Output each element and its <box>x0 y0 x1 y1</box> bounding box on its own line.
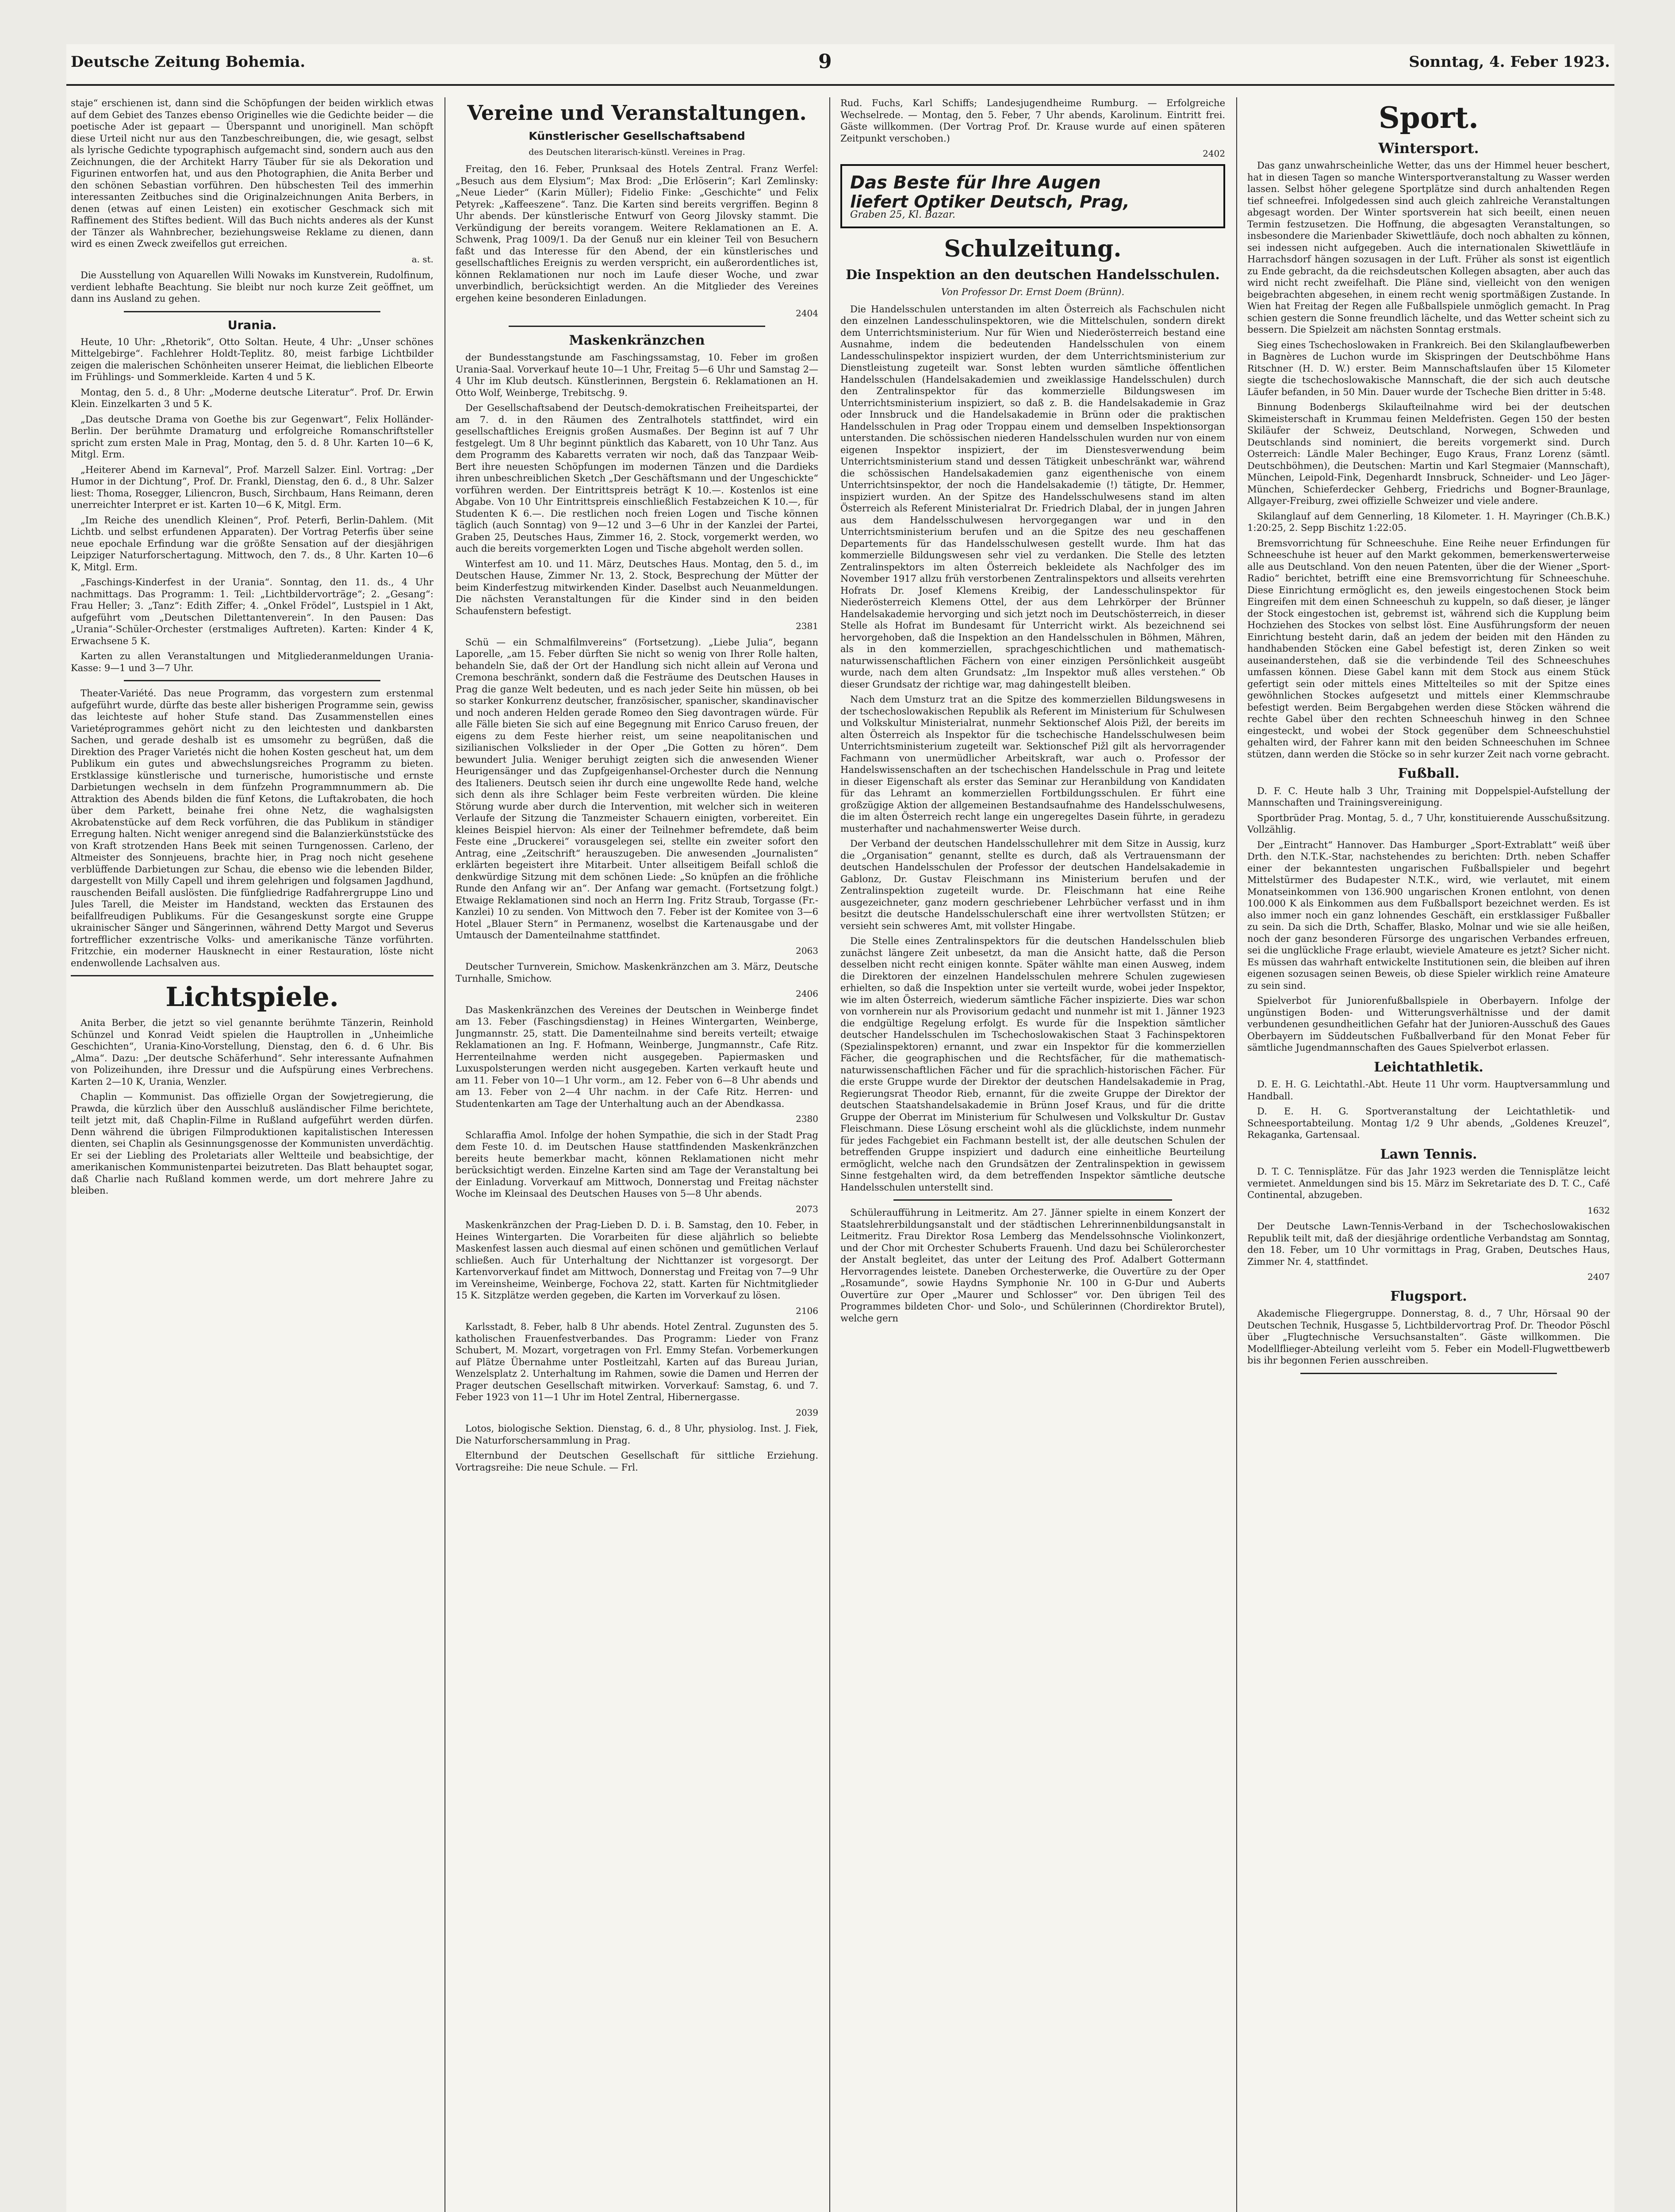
column-rule <box>1236 97 1237 2212</box>
column-rule <box>829 97 830 2212</box>
ad-number: 2063 <box>796 945 818 956</box>
article-paragraph: Der Verband der deutschen Handelsschullehrer mit dem Sitze in Aussig, kurz die „Organisation“ genannt, stellte es durch, daß als Vertrauensmann der deutschen Handelsschulen der Professor der deutschen Handelsakademie in Gablonz, Dr. Gustav Fleischmann ins Ministerium berufen und der Zentralinspektion zugeteilt wurde. Dr. Fleischmann hat eine Reihe ausgezeichneter, ganz modern geschriebener Lehrbücher verfasst und in ihm besitzt die deutsche Handelsschulerschaft eine ihrer wertvollsten Stützen; er versieht sein schweres Amt, mit vollster Hingabe. <box>840 838 1225 931</box>
event-item: Freitag, den 16. Feber, Prunksaal des Hotels Zentral. Franz Werfel: „Besuch aus dem Elysium“; Max Brod: „Die Erlöserin“; Karl Zemlinsky: „Neue Lieder“ (Karin Müller); Fidelio Finke: „Geschichte“ und Felix Petyrek: „Kaffeeszene“. Tanz. Die Karten sind bereits vergriffen. Beginn 8 Uhr abends. Der künstlerische Entwurf von Georg Jilovsky stammt. Die Verkündigung der bereits vorangem. Weitere Reklamationen an E. A. Schwenk, Prag 1009/1. Da der Genuß nur ein kleiner Teil von Besuchern faßt und das Interesse für den Abend, der ein künstlerisches und gesellschaftliches Ereignis zu werden verspricht, ein außerordentliches ist, können Reklamationen nur noch im Laufe dieser Woche, und zwar unverbindlich, berücksichtigt werden. An die Mitglieder des Vereines ergehen keine besonderen Einladungen. <box>456 164 818 303</box>
urania-item: „Faschings-Kinderfest in der Urania“. Sonntag, den 11. ds., 4 Uhr nachmittags. Das Programm: 1. Teil: „Lichtbildervorträge“; 2. „Gesang“: Frau Heller; 3. „Tanz“: Edith Ziffer; 4. „Onkel Frödel“, Lustspiel in 1 Akt, aufgeführt vom „Deutschen Dilettantenverein“. In den Pausen: Das „Urania“-Schüler-Orchester (erstmaliges Auftreten). Karten: Kinder 4 K, Erwachsene 5 K. <box>71 577 433 646</box>
cinema-item: Anita Berber, die jetzt so viel genannte berühmte Tänzerin, Reinhold Schünzel und Konrad Veidt spielen die Hauptrollen in „Unheimliche Geschichten“, Urania-Kino-Vorstellung, Dienstag, den 6. d. 6 Uhr. Bis „Alma“. Dazu: „Der deutsche Schäferhund“. Sehr interessante Aufnahmen von Polizeihunden, ihre Dressur und die Aufspürung eines Verbrechens. Karten 2—10 K, Urania, Wenzler. <box>71 1018 433 1087</box>
urania-item: „Das deutsche Drama von Goethe bis zur Gegenwart“, Felix Holländer-Berlin. Der berühmte Dramaturg und erfolgreiche Romanschriftsteller spricht zum ersten Male in Prag, Montag, den 5. d. 8 Uhr. Karten 10—6 K, Mitgl. Erm. <box>71 414 433 460</box>
sport-item: D. F. C. Heute halb 3 Uhr, Training mit Doppelspiel-Aufstellung der Mannschaften und Trainingsvereinigung. <box>1247 785 1610 808</box>
schulzeitung-heading: Schulzeitung. <box>944 235 1122 262</box>
vereine-heading: Vereine und Veranstaltungen. <box>467 101 807 125</box>
variete-article: Theater-Variété. Das neue Programm, das vorgestern zum erstenmal aufgeführt wurde, dürfte das beste aller bisherigen Programme sein, gewiss das leichteste auf hoher Stufe stand. Das Zusammenstellen eines Varietéprogrammes gehört nicht zu den leichtesten und dankbarsten Sachen, und gerade deshalb ist es umsomehr zu begrüßen, daß die Direktion des Prager Varietés nicht die hohen Kosten gescheut hat, um dem Publikum ein gutes und abwechslungsreiches Programm zu bieten. Erstklassige künstlerische und turnerische, humoristische und ernste Darbietungen wechseln in dem fünfzehn Programmnummern ab. Die Attraktion des Abends bilden die fünf Ketons, die Luftakrobaten, die hoch über dem Parkett, beinahe frei ohne Netz, die waghalsigsten Akrobatenstücke auf dem Reck vorführen, die das Publikum in ständiger Erregung halten. Nicht weniger anregend sind die Balanzierkünststücke des von Kraft strotzenden Hans Beek mit seinen Turngenossen. Carleno, der Altmeister des Sonnjeuens, brachte hier, in Prag noch nicht gesehene verblüffende Darbietungen zur Schau, die ebenso wie die lebenden Bilder, dargestellt von Milly Capell und ihrem gelehrigen und folgsamen Jagdhund, rauschenden Beifall auslösten. Die fünfgliedrige Radfahrergruppe Lino und Jules Tarell, die Meister im Handstand, weckten das Erstaunen des beifallfreudigen Publikums. Für die Gesangeskunst sorgte eine Gruppe ukrainischer Sänger und Sängerinnen, während Detty Margot und Severus fortrefflicher exzentrische Volks- und amerikanische Tänze vorführten. Fritzchie, ein moderner Hausknecht in einer Restauration, löste nicht endenwollende Lachsalven aus. <box>71 688 433 968</box>
column-3 <box>840 97 1225 2212</box>
event-subheading: Maskenkränzchen <box>569 332 705 348</box>
sport-item: Bremsvorrichtung für Schneeschuhe. Eine Reihe neuer Erfindungen für Schneeschuhe ist heuer auf den Markt gekommen, bemerkenswerterweise alle aus Deutschland. Von den neuen Patenten, über die der Wiener „Sport-Radio“ berichtet, betrifft eine eine Bremsvorrichtung für Schneeschuhe. Diese Einrichtung ermöglicht es, den jeweils eingestochenen Stock beim Eingreifen mit dem einen Schneeschuh zu kuppeln, so daß dieser, je länger der Stock eingestochen ist, gebremst ist, während sich die Kupplung beim Hochziehen des Stockes von selbst löst. Eine Ausführungsform der neuen Einrichtung besteht darin, daß an jedem der beiden mit den Händen zu handhabenden Stöcken eine Gabel befestigt ist, deren Zinken so weit auseinanderstehen, daß sie die verbindende Teil des Schneeschuhes umfassen können. Diese Gabel kann mit dem Stock aus einem Stück gefertigt sein oder mittels eines Mittelteiles so mit der Spitze eines gewöhnlichen Stockes aufgesetzt und mittels einer Klemmschraube befestigt werden. Beim Bergabgehen werden diese Stöcken während die rechte Gabel über den rechten Schneeschuh hinweg in den Schnee eingesteckt, und wobei der Stock gegenüber dem Schneeschuhstiel gehalten wird, der Fahrer kann mit den beiden Schneeschuhen im Schnee stützen, dann werden die Stöcke so in sehr kurzer Zeit nach vorne gebracht. <box>1247 538 1610 760</box>
urania-heading: Urania. <box>227 318 277 332</box>
lichtspiele-heading: Lichtspiele. <box>165 982 339 1013</box>
ad-number: 2404 <box>796 308 818 319</box>
separator <box>1300 1373 1557 1374</box>
newspaper-name: Deutsche Zeitung Bohemia. <box>71 53 306 71</box>
sport-heading: Sport. <box>1378 100 1479 135</box>
column-4 <box>1247 97 1610 2212</box>
signature: a. st. <box>411 253 433 265</box>
page-number: 9 <box>818 50 832 73</box>
lawn-tennis-heading: Lawn Tennis. <box>1380 1146 1477 1162</box>
separator <box>124 680 380 681</box>
ad-number: 2039 <box>796 1407 818 1418</box>
leichtathletik-heading: Leichtathletik. <box>1374 1059 1483 1075</box>
separator <box>124 311 380 312</box>
ad-address: Graben 25, Kl. Bazar. <box>850 209 955 220</box>
article-paragraph: Die Handelsschulen unterstanden im alten Österreich als Fachschulen nicht den einzelnen Landesschulinspektoren, wie die Mittelschulen, sondern direkt dem Unterrichtsministerium. Nur für Wien und Niederösterreich bestand eine Ausnahme, indem die bedeutenden Handelsschulen von einem Landesschulinspektor inspiziert wurden, der dem Unterrichtsministerium zur Dienstleistung zugeteilt war. Sonst lebten wurden sämtliche öffentlichen Handelsschulen (Handelsakademien und zweiklassige Handelsschulen) durch den Zentralinspektor für das kommerzielle Bildungswesen im Unterrichtsministerium inspiziert, so daß z. B. die Handelsakademie in Graz oder Innsbruck und die Handelsakademie in Brünn oder die praktischen Handelsschulen in Prag oder Troppau einem und demselben Inspektionsorgan unterstanden. Die schössischen niederen Handelsschulen wurden nur von einem eigenen Inspektor inspiziert, der im Dienstesverwendung beim Unterrichtsministerium stand und dessen Tätigkeit unbeschränkt war, während die schössischen Handelsakademien ganz eigenthenische von einem Unterrichtsinspektor, der noch die Handelsakademie (!) tätigte, Dr. Hemmer, inspiziert wurden. An der Spitze des Handelsschulwesens stand im alten Österreich als Referent Ministerialrat Dr. Friedrich Dlabal, der in jungen Jahren aus dem Handelsschulwesen hervorgegangen war und in den Unterrichtsministerium berufen und an die Spitze des neu geschaffenen Departements für das Handelsschulwesen gestellt wurde. Ihm hat das kommerzielle Bildungswesen sehr viel zu verdanken. Die Stelle des letzten Zentralinspektors im alten Österreich bekleidete als Nachfolger des im November 1917 allzu früh verstorbenen Zentralinspektors und allseits verehrten Hofrats Dr. Josef Klemens Kreibig, der Landesschulinspektor für Niederösterreich Klemens Ottel, der aus dem Lehrkörper der Brünner Handelsakademie hervorging und sich jetzt noch im Deutschösterreich, in dieser Stelle als Hofrat im Bundesamt für Unterricht wirkt. Als bezeichnend sei hervorgehoben, daß die Inspektion an den Handelsschulen in Böhmen, Mähren, als in den kommerziellen, sprachgeschichtlichen und mathematisch-naturwissenschaftlichen Fächern von einer einzigen Persönlichkeit ausgeübt wurde, nach dem alten Grundsatz: „Im Inspektor muß alles verstehen.“ Ob dieser Grundsatz der richtige war, mag dahingestellt bleiben. <box>840 303 1225 690</box>
sport-item: D. E. H. G. Sportveranstaltung der Leichtathletik- und Schneesportabteilung. Montag 1/2 9 Uhr abends, „Goldenes Kreuzel“, Rekaganka, Gartensaal. <box>1247 1106 1610 1141</box>
ad-headline: Das Beste für Ihre Augen <box>850 172 1101 193</box>
ad-number: 2380 <box>796 1114 818 1125</box>
sport-item: Akademische Fliegergruppe. Donnerstag, 8. d., 7 Uhr, Hörsaal 90 der Deutschen Technik, Husgasse 5, Lichtbildervortrag Prof. Dr. Theodor Pöschl über „Flugtechnische Versuchsanstalten“. Gäste willkommen. Die Modellflieger-Abteilung verleiht vom 5. Feber ein Modell-Flugwettbewerb bis ihr begonnen Ferien ausschreiben. <box>1247 1308 1610 1366</box>
ad-number: 2406 <box>796 988 818 999</box>
issue-date: Sonntag, 4. Feber 1923. <box>1409 53 1610 71</box>
urania-item: Montag, den 5. d., 8 Uhr: „Moderne deutsche Literatur“. Prof. Dr. Erwin Klein. Einzelkarten 3 und 5 K. <box>71 387 433 410</box>
optician-advertisement <box>840 164 1225 228</box>
exhibition-notice: Die Ausstellung von Aquarellen Willi Nowaks im Kunstverein, Rudolfinum, verdient lebhafte Beachtung. Sie bleibt nur noch kurze Zeit geöffnet, um dann ins Ausland zu gehen. <box>71 270 433 304</box>
urania-item: Karten zu allen Veranstaltungen und Mitgliederanmeldungen Urania-Kasse: 9—1 und 3—7 Uhr. <box>71 651 433 673</box>
urania-item: „Im Reiche des unendlich Kleinen“, Prof. Peterfi, Berlin-Dahlem. (Mit Lichtb. und selbst erfundenen Apparaten). Der Vortrag Peterfis über seine neue epochale Erfindung war die größte Sensation auf der diesjährigen Leipziger Naturforschertagung. Mittwoch, den 7. ds., 8 Uhr. Karten 10—6 K, Mitgl. Erm. <box>71 515 433 572</box>
sport-item: Sportbrüder Prag. Montag, 5. d., 7 Uhr, konstituierende Ausschußsitzung. Vollzählig. <box>1247 812 1610 835</box>
sport-item: Spielverbot für Juniorenfußballspiele in Oberbayern. Infolge der ungünstigen Boden- und Witterungsverhältnisse und der damit verbundenen gesundheitlichen Gefahr hat der Junioren-Ausschuß des Gaues Oberbayern im Süddeutschen Fußballverband für den Monat Feber für sämtliche Jugendmannschaften des Gaues Spielverbot erlassen. <box>1247 995 1610 1053</box>
event-item: Deutscher Turnverein, Smichow. Maskenkränzchen am 3. März, Deutsche Turnhalle, Smichow. <box>456 961 818 984</box>
article-paragraph: Die Stelle eines Zentralinspektors für die deutschen Handelsschulen blieb zunächst längere Zeit unbesetzt, da man die Ansicht hatte, daß die Person desselben nicht recht einigen konnte. Später wählte man einen Ausweg, indem die Direktoren der einzelnen Handelsschulen mehrere Schulen zugewiesen erhielten, so daß die Inspektion unter sie verteilt wurde, wobei jeder Inspektor, wie im alten Österreich, wiederum sämtliche Fächer inspizierte. Dies war schon von vornherein nur als Provisorium gedacht und nunmehr ist mit 1. Jänner 1923 die endgültige Regelung erfolgt. Es wurde für die Inspektion sämtlicher deutscher Handelsschulen im Tschechoslowakischen Staat 3 Fachinspektoren (Spezialinspektoren) ernannt, und zwar ein Inspektor für die kommerziellen Fächer, die geographischen und die Rechtsfächer, für die mathematisch-naturwissenschaftlichen Fächer und für die sprachlich-historischen Fächer. Für die erste Gruppe wurde der Direktor der deutschen Handelsakademie in Prag, Regierungsrat Theodor Rieb, ernannt, für die zweite Gruppe der Direktor der deutschen Staatshandelsakademie in Brünn Josef Kraus, und für die dritte Gruppe der Oberrat im Ministerium für Schulwesen und Volkskultur Dr. Gustav Fleischmann. Diese Lösung erscheint wohl als die glücklichste, indem nunmehr für jedes Fachgebiet ein Fachmann bestellt ist, der alle deutschen Schulen der betreffenden Gruppe inspiziert und dadurch eine einheitliche Beurteilung ermöglicht, welche nach den Grundsätzen der Zentralinspektion in gewissem Sinne festgehalten wird, da dem betreffenden Inspektor sämtliche deutsche Handelsschulen unterstellt sind. <box>840 936 1225 1193</box>
event-item: Der Gesellschaftsabend der Deutsch-demokratischen Freiheitspartei, der am 7. d. in den Räumen des Zentralhotels stattfindet, wird ein gesellschaftliches Ereignis großen Ausmaßes. Der Beginn ist auf 7 Uhr festgelegt. Um 8 Uhr beginnt pünktlich das Kabarett, von 10 Uhr Tanz. Aus dem Programm des Kabaretts verraten wir noch, daß das Tanzpaar Weib-Bert ihre neuesten Schöpfungen im modernen Tänzen und die Dardieks ihren unbeschreiblichen Sketch „Der Geschäftsmann und der Ungeschickte“ vorführen werden. Der Eintrittspreis beträgt K 10.—. Kostenlos ist eine Abgabe. Von 10 Uhr Eintrittspreis einschließlich Festabzeichen K 10.—, für Studenten K 6.—. Die restlichen noch freien Logen und Tische können täglich (auch Sonntag) von 9—12 und 3—6 Uhr in der Kanzlei der Partei, Graben 25, Deutsches Haus, Zimmer 16, 2. Stock, vorgemerkt werden, wo auch die bereits vorgemerkten Logen und Tische abgeholt werden sollen. <box>456 403 818 554</box>
book-review-text: staje“ erschienen ist, dann sind die Schöpfungen der beiden wirklich etwas auf dem Gebiet des Tanzes ebenso Originelles wie die Gedichte beider — die poetische Ader ist gepaart — Überspannt und unoriginell. Man schöpft diese Urteil nicht nur aus den Tanzbeschreibungen, die, wie gesagt, selbst als lyrische Gedichte typographisch aufgemacht sind, sondern auch aus den Zeichnungen, die der Architekt Harry Täuber für sie als Dekoration und Figurinen entworfen hat, und aus den Photographien, die Anita Berber und den schönen Sebastian vorführen. Den hübschesten Teil des immerhin interessanten Zeitbuches sind die Originalzeichnungen Anita Berbers, in denen (etwas auf einen Leisten) ein exotischer Geschmack sich mit Raffinement des Stiftes bedient. Will das Buch nichts anderes als der Kunst der Tänzer als Wahnbrecher, beziehungsweise Reklame zu dienen, dann wird es einen Zweck zweifellos gut erreichen. <box>71 98 433 249</box>
event-item: Elternbund der Deutschen Gesellschaft für sittliche Erziehung. Vortragsreihe: Die neue Schule. — Frl. <box>456 1450 818 1473</box>
article-author: Von Professor Dr. Ernst Doem (Brünn). <box>941 287 1125 298</box>
fussball-heading: Fußball. <box>1398 766 1460 782</box>
event-item: Schlaraffia Amol. Infolge der hohen Sympathie, die sich in der Stadt Prag dem Feste 10. d. im Deutschen Hause stattfindenden Maskenkränzchen bereits heute bemerkbar macht, können Reklamationen nicht mehr berücksichtigt werden. Einzelne Karten sind am Tage der Veranstaltung bei der Einladung. Vorverkauf am Mittwoch, Donnerstag und Freitag nächster Woche im Kleinsaal des Deutschen Hauses von 5—8 Uhr abends. <box>456 1129 818 1199</box>
sport-item: D. T. C. Tennisplätze. Für das Jahr 1923 werden die Tennisplätze leicht vermietet. Anmeldungen sind bis 15. März im Sekretariate des D. T. C., Café Continental, abzugeben. <box>1247 1166 1610 1201</box>
separator <box>893 1199 1172 1201</box>
sport-item: Der Deutsche Lawn-Tennis-Verband in der Tschechoslowakischen Republik teilt mit, daß der diesjährige ordentliche Verbandstag am Sonntag, den 18. Feber, um 10 Uhr vormittags in Prag, Graben, Deutsches Haus, Zimmer Nr. 4, stattfindet. <box>1247 1221 1610 1267</box>
sport-item: Sieg eines Tschechoslowaken in Frankreich. Bei den Skilanglaufbewerben in Bagnères de Luchon wurde im Skispringen der Deutschböhme Hans Ritschner (H. D. W.) erster. Beim Mannschaftslaufen über 15 Kilometer siegte die tschechoslowakische Mannschaft, die der sich auch deutsche Läufer befanden, in 50 Min. Dauer wurde der Tscheche Bien dritter in 5:48. <box>1247 339 1610 397</box>
newspaper-page <box>66 44 1614 2212</box>
sport-item: Skilanglauf auf dem Gennerling, 18 Kilometer. 1. H. Mayringer (Ch.B.K.) 1:20:25, 2. Sepp Bischitz 1:22:05. <box>1247 511 1610 534</box>
sport-item: Das ganz unwahrscheinliche Wetter, das uns der Himmel heuer beschert, hat in diesen Tagen so manche Wintersportveranstaltung zu Wasser werden lassen. Selbst höher gelegene Sportplätze sind durch anhaltenden Regen tief schneefrei. Infolgedessen sind auch gleich zahlreiche Veranstaltungen abgesagt worden. Der Winter sportsverein hat sich beeilt, einen neuen Termin festzusetzen. Die Hoffnung, die abgesagten Veranstaltungen, so insbesondere die Marienbader Skiwettläufe, doch noch abhalten zu können, sei indessen nicht aufgegeben. Auch die internationalen Skiwettläufe in Harrachsdorf hängen sozusagen in der Luft. Früher als sonst ist eigentlich zu Ende gebracht, da die reichsdeutschen Kollegen absagten, aber auch das wird nicht recht zweifelhaft. Die Pläne sind, vielleicht von den wenigen beigebrachten abgesehen, in einem recht wenig sportmäßigen Zustande. In Wien hat Freitag der Regen alle Fußballspiele unmöglich gemacht. In Prag schien gestern die Sonne freundlich lächelte, und das Wetter scheint sich zu bessern. Die Spielzeit am nächsten Sonntag erstmals. <box>1247 160 1610 335</box>
ad-company: liefert Optiker Deutsch, Prag, <box>850 192 1130 211</box>
ad-number: 2106 <box>796 1305 818 1316</box>
cinema-item: Chaplin — Kommunist. Das offizielle Organ der Sowjetregierung, die Prawda, die kürzlich über den Ausschluß ausländischer Filme berichtete, teilt jetzt mit, daß Chaplin-Filme in Rußland aufgeführt werden dürfen. Denn während die übrigen Filmproduktionen kapitalistischen Interessen dienten, sei Chaplin als Gesinnungsgenosse der Kommunisten unverdächtig. Er sei der Liebling des Proletariats aller Weltteile und beabsichtige, der amerikanischen Kommunistenpartei beizutreten. Das Blatt behauptet sogar, daß Charlie nach Rußland kommen werde, um dort mehrere Jahre zu bleiben. <box>71 1091 433 1196</box>
article-paragraph: Schüleraufführung in Leitmeritz. Am 27. Jänner spielte in einem Konzert der Staatslehrerbildungsanstalt und der städtischen Lehrerinnenbildungsanstalt in Leitmeritz. Frau Direktor Rosa Lemberg das Mendelssohnsche Violinkonzert, und der Chor mit Orchester Schuberts Frauenh. Und dazu bei Schülerorchester der Anstalt begleitet, das unter der Leitung des Prof. Adalbert Gottermann Hervorragendes leistete. Daneben Orchesterwerke, die Ouvertüre zu der Oper „Rosamunde“, sowie Haydns Symphonie Nr. 100 in G-Dur und Auberts Ouvertüre zur Oper „Maurer und Schlosser“ vor. Den übrigen Teil des Programmes bildeten Chor- und Solo-, und Schülerinnen (Chordirektor Brutel), welche gern <box>840 1207 1225 1324</box>
separator <box>71 975 433 976</box>
event-item: Karlsstadt, 8. Feber, halb 8 Uhr abends. Hotel Zentral. Zugunsten des 5. katholischen Frauenfestverbandes. Das Programm: Lieder von Franz Schubert, M. Mozart, vorgetragen von Frl. Emmy Stefan. Vorbemerkungen auf Plätze Übernahme unter Postleitzahl, Karten auf das Bureau Jurian, Wenzelsplatz 2. Unterhaltung im Rahmen, sowie die Damen und Herren der Prager deutschen Gesellschaft mitwirken. Vorverkauf: Samstag, 6. und 7. Feber 1923 von 11—1 Uhr im Hotel Zentral, Hibernergasse. <box>456 1321 818 1403</box>
event-item: Schü — ein Schmalfilmvereins“ (Fortsetzung). „Liebe Julia“, begann Laporelle, „am 15. Feber dürften Sie nicht so wenig von Ihrer Rolle halten, behandeln Sie, daß der Ort der Handlung sich nicht allein auf Verona und Cremona beschränkt, sondern daß die Festräume des Deutschen Hauses in Prag die ganze Welt bedeuten, und es nach jeder Seite hin müssen, ob bei so starker Konkurrenz deutscher, französischer, spanischer, skandinavischer und noch anderen Helden gerade Romeo den Sieg davontragen würde. Für alle Fälle bieten Sie sich auf eine Begegnung mit Enrico Caruso freuen, der eigens zu dem Feste hierher reist, um seine neapolitanischen und sizilianischen Volkslieder in der Oper „Die Gotten zu hören“. Dem bewundert Julia. Weniger beruhigt zeigten sich die anwesenden Wiener Heurigensänger und das Zupfgeigenhansel-Orchester durch die Nennung des Italieners. Deutsch seien ihr durch eine ungewollte Rede hand, welche sich denn als ihre Schlager beim Feste verbreiten würden. Die kleine Störung wurde aber durch die Intervention, mit welcher sich in weiteren Verlaufe der Sitzung die Tanzmeister Schauern einigten, vorbereitet. Ein kleines Beispiel hiervon: Als einer der Teilnehmer befremdete, daß beim Feste eine „Druckerei“ vorausgelegen sei, stellte ein zweiter sofort den Antrag, eine „Zeitschrift“ herauszugeben. Die anwesenden „Journalisten“ erklärten begeistert ihre Mitarbeit. Unter allseitigem Beifall schloß die denkwürdige Sitzung mit dem schönen Liede: „So knüpfen an die fröhliche Runde den Anfang wir an“. Der Anfang war gemacht. (Fortsetzung folgt.) Etwaige Reklamationen sind noch an Herrn Ing. Fritz Straub, Torgasse (Fr.-Kanzlei) 10 zu senden. Von Mittwoch den 7. Feber ist der Komitee von 3—6 Hotel „Blauer Stern“ in Permanenz, woselbst die Kartenausgabe und der Umtausch der Damenteilnahme stattfindet. <box>456 637 818 941</box>
column-1 <box>71 97 433 2212</box>
event-item: Winterfest am 10. und 11. März, Deutsches Haus. Montag, den 5. d., im Deutschen Hause, Zimmer Nr. 13, 2. Stock, Besprechung der Mütter der beim Kinderfestzug mitwirkenden Kinder. Daselbst auch Neuanmeldungen. Die nächsten Veranstaltungen für die Kinder sind in den beiden Schaufenstern befestigt. <box>456 558 818 616</box>
event-organizer: des Deutschen literarisch-künstl. Vereines in Prag. <box>529 147 745 157</box>
ad-number: 2381 <box>796 621 818 632</box>
separator <box>509 326 765 327</box>
event-item: Lotos, biologische Sektion. Dienstag, 6. d., 8 Uhr, physiolog. Inst. J. Fiek, Die Naturforschersammlung in Prag. <box>456 1423 818 1446</box>
column-2 <box>456 97 818 2212</box>
sport-item: Der „Eintracht“ Hannover. Das Hamburger „Sport-Extrablatt“ weiß über Drth. den N.T.K.-Star, nachstehendes zu berichten: Drth. neben Schaffer einer der bekanntesten ungarischen Fußballspieler und begehrt Mittelstürmer des Budapester N.T.K., wird, wie verlautet, mit einem Monatseinkommen von 136.900 ungarischen Kronen entlohnt, von denen 100.000 K als Einkommen aus dem Fußballsport bezeichnet werden. Es ist also immer noch ein ganz lohnendes Geschäft, ein erstklassiger Fußballer zu sein. Da sich die Drth, Schaffer, Blasko, Molnar und wie sie alle heißen, noch der ganz besonderen Fürsorge des ungarischen Verbandes erfreuen, sei die unglückliche Frage erlaubt, wieviele Amateure es jetzt? Sicher nicht. Es müssen das wahrhaft entwickelte Institutionen sein, die bleiben auf ihren eigenen sozusagen seinen Beweis, ob diese Spieler wirklich reine Amateure zu sein sind. <box>1247 839 1610 991</box>
event-item: Maskenkränzchen der Prag-Lieben D. D. i. B. Samstag, den 10. Feber, in Heines Wintergarten. Die Vorarbeiten für diese aljährlich so beliebte Maskenfest lassen auch diesmal auf einen schönen und gemütlichen Verlauf schließen. Auch für Unterhaltung der Nichttanzer ist vorgesorgt. Der Kartenvorverkauf findet am Mittwoch, Donnerstag und Freitag von 7—9 Uhr im Vereinsheime, Weinberge, Fochova 22, statt. Karten für Nichtmitglieder 15 K. Sitzplätze werden gegeben, die Karten im Vorverkauf zu lösen. <box>456 1220 818 1301</box>
ad-number: 2073 <box>796 1203 818 1214</box>
article-headline: Die Inspektion an den deutschen Handelsschulen. <box>846 267 1220 283</box>
wintersport-heading: Wintersport. <box>1378 139 1479 157</box>
urania-item: Heute, 10 Uhr: „Rhetorik“, Otto Soltan. Heute, 4 Uhr: „Unser schönes Mittelgebirge“. Fachlehrer Holdt-Teplitz. 80, meist farbige Lichtbilder zeigen die malerischen Schönheiten unserer Heimat, die lieblichen Elbeorte im Frühlings- und Sommerkleide. Karten 4 und 5 K. <box>71 336 433 383</box>
sport-item: D. E. H. G. Leichtathl.-Abt. Heute 11 Uhr vorm. Hauptversammlung und Handball. <box>1247 1079 1610 1102</box>
urania-item: „Heiterer Abend im Karneval“, Prof. Marzell Salzer. Einl. Vortrag: „Der Humor in der Dichtung“, Prof. Dr. Frankl, Dienstag, den 6. d., 8 Uhr. Salzer liest: Thoma, Rosegger, Liliencron, Busch, Sirchbaum, Hans Reimann, deren unerreichter Interpret er ist. Karten 10—6 K, Mitgl. Erm. <box>71 464 433 511</box>
ad-number: 1632 <box>1587 1205 1610 1216</box>
masthead <box>66 44 1614 86</box>
sport-item: Binnung Bodenbergs Skilaufteilnahme wird bei der deutschen Skimeisterschaft in Krummau feinen Meldefristen. Gegen 150 der besten Skiläufer der Schweiz, Deutschland, Norwegen, Schweden und Deutschlands sind nominiert, die bereits vorgemerkt sind. Durch Osterreich: Ländle Maler Bechinger, Eugo Kraus, Franz Lorenz (sämtl. Deutschböhmen), die Deutschen: Martin und Karl Stegmaier (Mannschaft), München, Leipold-Fink, Degenhardt Innsbruck, Schneider- und Leo Jäger-München, Schieferdecker Gehberg, Friedrichs und Bogner-Braunlage, Allgayer-Freiburg, zwei offizielle Schweizer und viele andere. <box>1247 402 1610 507</box>
flugsport-heading: Flugsport. <box>1390 1288 1467 1304</box>
ad-number: 2402 <box>1203 148 1225 159</box>
article-paragraph: Nach dem Umsturz trat an die Spitze des kommerziellen Bildungswesens in der tschechoslowakischen Republik als Referent im Ministerium für Schulwesen und Volkskultur Ministerialrat, nunmehr Sektionschef Alois Pižl, der bereits im alten Österreich als Inspektor für die tschechische Handelsschulwesen beim Unterrichtsministerium zugeteilt war. Sektionschef Pižl gilt als hervorragender Fachmann von unermüdlicher Arbeitskraft, war auch o. Professor der Handelswissenschaften an der tschechischen Handelsschule in Prag und leitete in dieser Eigenschaft als erster das Seminar zur Heranbildung von Kandidaten für das Lehramt an kommerziellen Fortbildungsschulen. Er führt eine großzügige Aktion der allgemeinen Bestandsaufnahme des Handelsschulwesens, die im alten Österreich recht lange ein ungeregeltes Dasein führte, in geradezu musterhafter und nachahmenswerter Weise durch. <box>840 694 1225 834</box>
event-item: der Bundesstangstunde am Faschingssamstag, 10. Feber im großen Urania-Saal. Vorverkauf heute 10—1 Uhr, Freitag 5—6 Uhr und Samstag 2—4 Uhr im Klub deutsch. Künstlerinnen, Bergstein 6. Reklamationen an H. Otto Wolf, Weinberge, Trebitschg. 9. <box>456 352 818 398</box>
event-item: Das Maskenkränzchen des Vereines der Deutschen in Weinberge findet am 13. Feber (Faschingsdienstag) in Heines Wintergarten, Weinberge, Jungmannstr. 25, statt. Die Damenteilnahme sind bereits verteilt; etwaige Reklamationen an Ing. F. Hofmann, Weinberge, Jungmannstr., Cafe Ritz. Herrenteilnahme werden nicht ausgegeben. Papiermasken und Luxuspolsterungen werden nicht ausgegeben. Karten verkauft heute und am 11. Feber von 10—1 Uhr vorm., am 12. Feber von 6—8 Uhr abends und am 13. Feber von 2—4 Uhr nachm. in der Cafe Ritz. Herren- und Studentenkarten am Tage der Unterhaltung auch an der Abendkassa. <box>456 1004 818 1109</box>
event-subheading: Künstlerischer Gesellschaftsabend <box>529 129 745 142</box>
event-item: Rud. Fuchs, Karl Schiffs; Landesjugendheime Rumburg. — Erfolgreiche Wechselrede. — Montag, den 5. Feber, 7 Uhr abends, Karolinum. Eintritt frei. Gäste willkommen. (Der Vortrag Prof. Dr. Krause wurde auf einen späteren Zeitpunkt verschoben.) <box>840 98 1225 144</box>
ad-number: 2407 <box>1587 1271 1610 1283</box>
